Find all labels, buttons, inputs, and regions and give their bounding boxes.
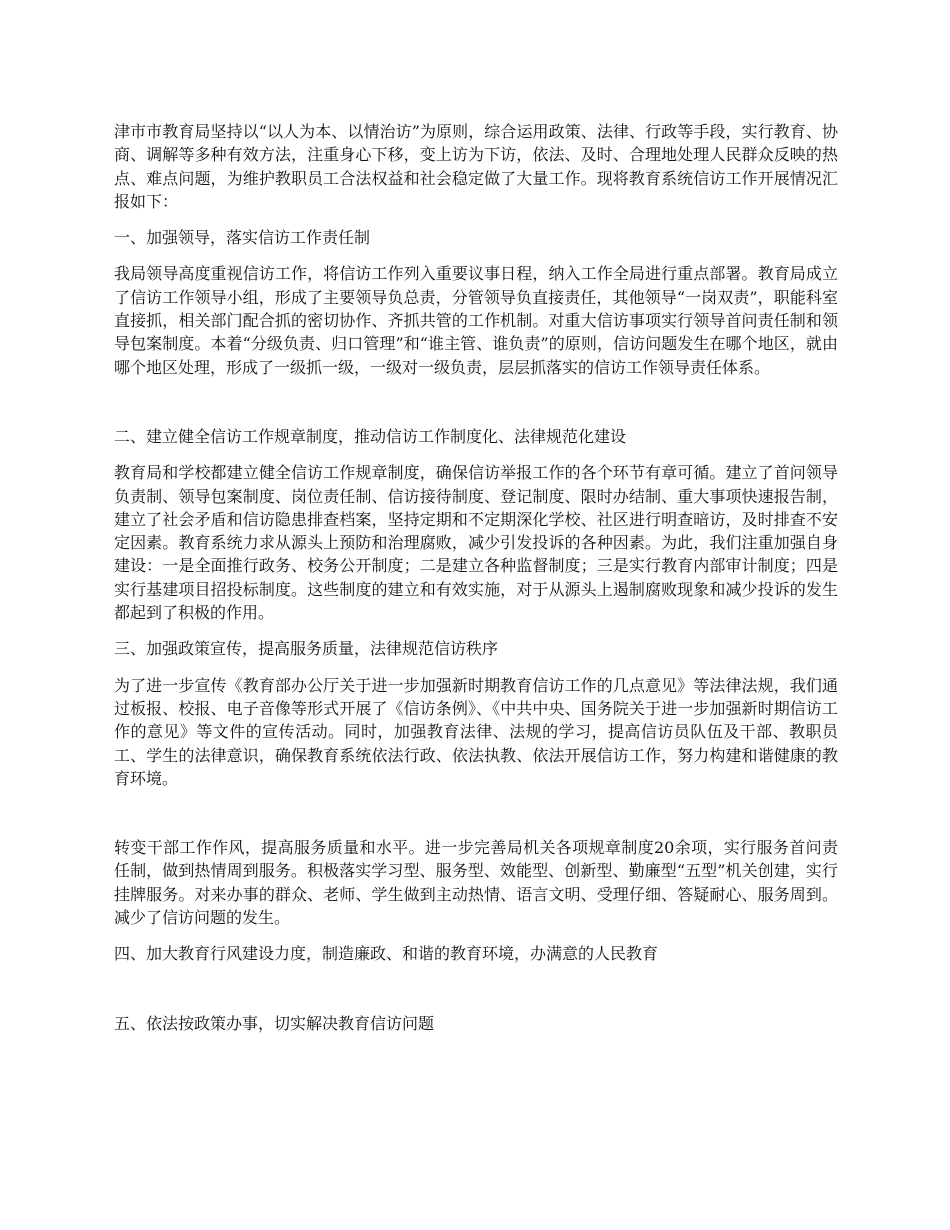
document-body (114, 120, 838, 1035)
section-3-paragraph-2: 转变干部工作作风，提高服务质量和水平。进一步完善局机关各项规章制度20余项，实行服务首问责任制，做到热情周到服务。积极落实学习型、服务型、效能型、创新型、勤廉型“五型”机关创建，实行挂牌服务。对来办事的群众、老师、学生做到主动热情、语言文明、受理仔细、答疑耐心、服务周到。减少了信访问题的发生。 (114, 838, 838, 928)
section-heading-5: 五、依法按政策办事，切实解决教育信访问题 (114, 1013, 435, 1033)
intro-paragraph: 津市市教育局坚持以“以人为本、以情治访”为原则，综合运用政策、法律、行政等手段，实行教育、协商、调解等多种有效方法，注重身心下移，变上访为下访，依法、及时、合理地处理人民群众反映的热点、难点问题，为维护教职员工合法权益和社会稳定做了大量工作。现将教育系统信访工作开展情况汇报如下： (114, 122, 838, 211)
section-heading-1: 一、加强领导，落实信访工作责任制 (114, 228, 371, 248)
section-2-paragraph: 教育局和学校都建立健全信访工作规章制度，确保信访举报工作的各个环节有章可循。建立了首问领导负责制、领导包案制度、岗位责任制、信访接待制度、登记制度、限时办结制、重大事项快速报告制，建立了社会矛盾和信访隐患排查档案，坚持定期和不定期深化学校、社区进行明查暗访，及时排查不安定因素。教育系统力求从源头上预防和治理腐败，减少引发投诉的各种因素。为此，我们注重加强自身建设：一是全面推行政务、校务公开制度；二是建立各种监督制度；三是实行教育内部审计制度；四是实行基建项目招投标制度。这些制度的建立和有效实施，对于从源头上遏制腐败现象和减少投诉的发生都起到了积极的作用。 (114, 463, 838, 623)
section-heading-4: 四、加大教育行风建设力度，制造廉政、和谐的教育环境，办满意的人民教育 (114, 944, 659, 964)
section-heading-3: 三、加强政策宣传，提高服务质量，法律规范信访秩序 (114, 639, 499, 659)
section-1-paragraph: 我局领导高度重视信访工作，将信访工作列入重要议事日程，纳入工作全局进行重点部署。教育局成立了信访工作领导小组，形成了主要领导负总责，分管领导负直接责任，其他领导“一岗双责”，职能科室直接抓，相关部门配合抓的密切协作、齐抓共管的工作机制。对重大信访事项实行领导首问责任制和领导包案制度。本着“分级负责、归口管理”和“谁主管、谁负责”的原则，信访问题发生在哪个地区，就由哪个地区处理，形成了一级抓一级，一级对一级负责，层层抓落实的信访工作领导责任体系。 (114, 264, 838, 377)
section-heading-2: 二、建立健全信访工作规章制度，推动信访工作制度化、法律规范化建设 (114, 426, 627, 446)
section-3-paragraph: 为了进一步宣传《教育部办公厅关于进一步加强新时期教育信访工作的几点意见》等法律法规，我们通过板报、校报、电子音像等形式开展了《信访条例》、《中共中央、国务院关于进一步加强新时期信访工作的意见》等文件的宣传活动。同时，加强教育法律、法规的学习，提高信访员队伍及干部、教职员工、学生的法律意识，确保教育系统依法行政、依法执教、依法开展信访工作，努力构建和谐健康的教育环境。 (114, 675, 838, 788)
